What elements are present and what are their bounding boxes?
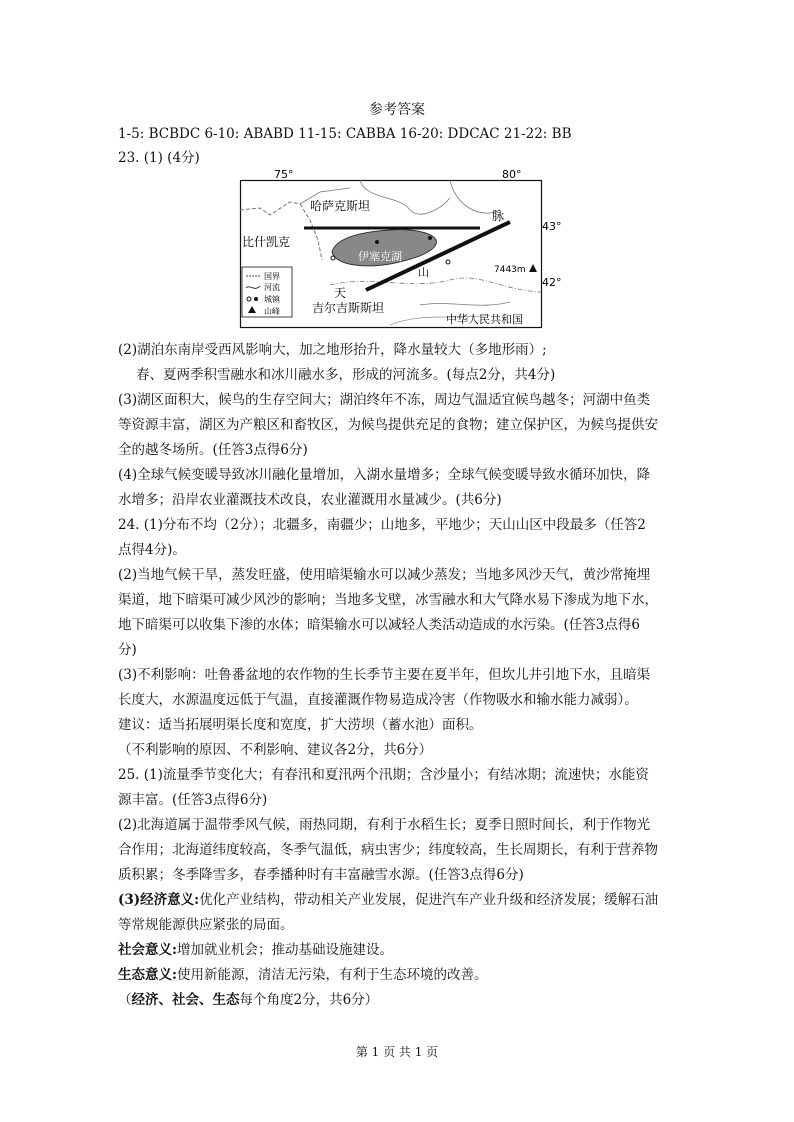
answer-key: 1-5: BCBDC 6-10: ABABD 11-15: CABBA 16-20: DDCAC 21-22: BB xyxy=(118,126,572,142)
q25-line1: 25. (1)流量季节变化大；有春汛和夏汛两个汛期；含沙量小；有结冰期；流速快；水能资 xyxy=(118,767,649,783)
q24-line9: 建议：适当拓展明渠长度和宽度，扩大涝坝（蓄水池）面积。 xyxy=(118,717,483,733)
q25-social-label: 社会意义: xyxy=(118,942,177,958)
lat-top-label: 43° xyxy=(542,220,562,233)
q25-ecological-text: 使用新能源，清洁无污染，有利于生态环境的改善。 xyxy=(176,967,488,983)
q24-line6: 分) xyxy=(118,642,137,658)
q24-line7: (3)不利影响：吐鲁番盆地的农作物的生长季节主要在夏半年，但坎儿井引地下水，且暗渠 xyxy=(118,667,651,683)
lake-map-figure xyxy=(240,168,562,328)
label-issyk-kul: 伊塞克湖 xyxy=(358,250,402,263)
q23-header: 23. (1) (4分) xyxy=(118,150,200,166)
q25-line7: 等常规能源供应紧张的局面。 xyxy=(118,917,294,933)
q23-p4-line2: 水增多；沿岸农业灌溉技术改良，农业灌溉用水量减少。(共6分) xyxy=(118,492,502,508)
label-mountain-glyph: 山 xyxy=(418,266,429,279)
page-title: 参考答案 xyxy=(369,102,425,118)
q25-ecological-label: 生态意义: xyxy=(118,967,177,983)
legend-peak-label: 山峰 xyxy=(264,307,280,316)
q25-line10 xyxy=(118,990,378,1010)
label-china: 中华人民共和国 xyxy=(446,313,523,326)
q24-line10: （不利影响的原因、不利影响、建议各2分，共6分） xyxy=(118,742,433,758)
page-footer: 第 1 页 共 1 页 xyxy=(355,1045,439,1059)
q25-scoring-text: 每个角度2分，共6分） xyxy=(239,992,379,1008)
label-peak-height: 7443m xyxy=(494,265,526,275)
q23-p4-line1: (4)全球气候变暖导致冰川融化量增加，入湖水量增多；全球气候变暖导致水循环加快，降 xyxy=(118,467,651,483)
label-mountain-char-1: 脉 xyxy=(492,209,505,223)
q25-scoring-open: （ xyxy=(118,992,132,1008)
q25-economic-text: 优化产业结构，带动相关产业发展，促进汽车产业升级和经济发展；缓解石油 xyxy=(199,892,659,908)
q23-p3-line2: 等资源丰富，湖区为产粮区和畜牧区，为候鸟提供充足的食物；建立保护区，为候鸟提供安 xyxy=(118,417,658,433)
lon-right-label: 80° xyxy=(502,168,522,181)
q23-p2-line1: (2)湖泊东南岸受西风影响大，加之地形抬升，降水量较大（多地形雨）; xyxy=(118,342,547,358)
q25-line3: (2)北海道属于温带季风气候，雨热同期，有利于水稻生长；夏季日照时间长，利于作物光 xyxy=(118,817,651,833)
q25-line8 xyxy=(118,940,393,960)
q25-line4: 合作用；北海道纬度较高，冬季气温低，病虫害少；纬度较高，生长周期长，有利于营养物 xyxy=(118,842,658,858)
legend-river-label: 河流 xyxy=(264,283,280,292)
q25-social-text: 增加就业机会；推动基础设施建设。 xyxy=(176,942,393,958)
q23-p3-line1: (3)湖区面积大，候鸟的生存空间大；湖泊终年不冻，周边气温适宜候鸟越冬；河湖中鱼类 xyxy=(118,392,651,408)
q25-line5: 质积累；冬季降雪多，春季播种时有丰富融雪水源。(任答3点得6分) xyxy=(118,867,524,883)
q23-p2-line2: 春、夏两季积雪融水和冰川融水多，形成的河流多。(每点2分，共4分) xyxy=(136,367,556,383)
q24-line8: 长度大，水源温度远低于气温，直接灌溉作物易造成冷害（作物吸水和输水能力减弱）。 xyxy=(118,692,638,708)
q25-line2: 源丰富。(任答3点得6分) xyxy=(118,792,268,808)
legend-border-label: 国界 xyxy=(264,272,280,281)
label-mountain-char-2: 天 xyxy=(334,286,347,300)
lat-bottom-label: 42° xyxy=(542,276,562,289)
label-kazakhstan: 哈萨克斯坦 xyxy=(310,199,371,213)
label-kyrgyzstan: 吉尔吉斯斯坦 xyxy=(312,301,385,315)
legend-town-label: 城镇 xyxy=(264,295,280,304)
q24-line1: 24. (1)分布不均（2分）；北疆多，南疆少；山地多，平地少；天山山区中段最多（任答2 xyxy=(118,517,646,533)
lon-left-label: 75° xyxy=(274,168,294,181)
q23-p3-line3: 全的越冬场所。(任答3点得6分) xyxy=(118,442,308,458)
q25-line9 xyxy=(118,965,487,985)
q24-line3: (2)当地气候干旱，蒸发旺盛，使用暗渠输水可以减少蒸发；当地多风沙天气，黄沙常掩埋 xyxy=(118,567,651,583)
q24-line4: 渠道，地下暗渠可减少风沙的影响；当地多戈壁，冰雪融水和大气降水易下渗成为地下水， xyxy=(118,592,658,608)
q25-scoring-bold: 经济、社会、生态 xyxy=(131,992,240,1008)
q25-line6 xyxy=(118,890,658,910)
q25-economic-label: (3)经济意义: xyxy=(118,892,200,908)
q24-line5: 地下暗渠可以收集下渗的水体；暗渠输水可以减轻人类活动造成的水污染。(任答3点得6 xyxy=(118,617,640,633)
q24-line2: 点得4分)。 xyxy=(118,542,186,558)
label-bishkek: 比什凯克 xyxy=(242,235,291,249)
